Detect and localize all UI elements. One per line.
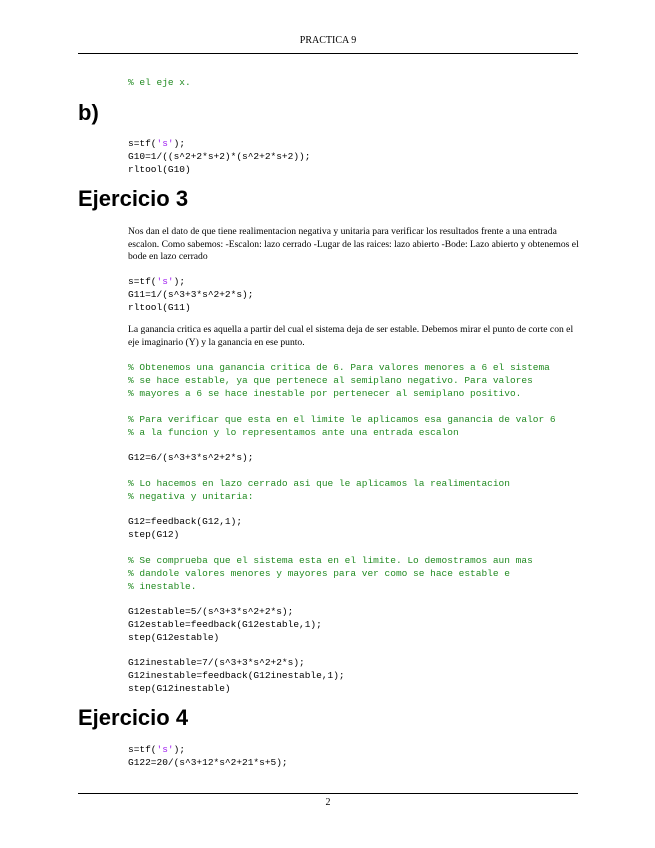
code-text: );: [173, 276, 186, 287]
code-comment: % Obtenemos una ganancia critica de 6. Para valores menores a 6 el sistema % se hace estable, ya que pertenece al semiplano negativo. Para valores % mayores a 6 se hace inestable por pertenecer al semiplano positivo.: [128, 362, 550, 399]
code-block-feedback: G12=feedback(G12,1); step(G12): [128, 516, 243, 540]
code-block-g122: [128, 744, 288, 770]
code-line: [128, 744, 288, 757]
code-line: [128, 138, 310, 151]
paragraph: La ganancia critica es aquella a partir del cual el sistema deja de ser estable. Debemos mirar el punto de corte con el eje imaginario (Y) y la ganancia en ese punto.: [128, 324, 574, 348]
page-header-title: PRACTICA 9: [299, 35, 357, 46]
code-comment: % el eje x.: [128, 77, 191, 88]
code-block-g11: [128, 276, 253, 314]
footer-rule: [78, 793, 578, 794]
header-rule: [78, 53, 578, 54]
code-comment: % Lo hacemos en lazo cerrado asi que le aplicamos la realimentacion % negativa y unitaria:: [128, 478, 510, 502]
code-string: 's': [156, 744, 174, 755]
paragraph: Nos dan el dato de que tiene realimentacion negativa y unitaria para verificar los resultados frente a una entrada escalon. Como sabemos: -Escalon: lazo cerrado -Lugar de las raices: lazo abierto -Bode: Lazo abierto y obtenemos el bode en lazo cerrado: [128, 226, 579, 263]
code-string: 's': [156, 276, 174, 287]
code-block-b: [128, 138, 310, 176]
code-comment: % Para verificar que esta en el limite le aplicamos esa ganancia de valor 6 % a la funcion y lo representamos ante una entrada escalon: [128, 414, 556, 438]
page-number: 2: [325, 797, 331, 808]
code-line: [128, 276, 253, 289]
code-comment: % Se comprueba que el sistema esta en el limite. Lo demostramos aun mas % dandole valores menores y mayores para ver como se hace estable e % inestable.: [128, 555, 533, 592]
code-text: s=tf(: [128, 138, 157, 149]
code-block-inestable: G12inestable=7/(s^3+3*s^2+2*s); G12inestable=feedback(G12inestable,1); step(G12inestable): [128, 657, 345, 694]
code-line: G11=1/(s^3+3*s^2+2*s);: [128, 288, 254, 300]
code-text: );: [173, 744, 186, 755]
code-text: s=tf(: [128, 744, 157, 755]
section-heading-ejercicio-4: Ejercicio 4: [78, 705, 189, 730]
code-line: G10=1/((s^2+2*s+2)*(s^2+2*s+2));: [128, 150, 311, 162]
section-heading-ejercicio-3: Ejercicio 3: [78, 186, 189, 211]
code-line: rltool(G11): [128, 301, 191, 313]
code-line: rltool(G10): [128, 163, 191, 175]
code-line: G122=20/(s^3+12*s^2+21*s+5);: [128, 756, 288, 768]
code-string: 's': [156, 138, 174, 149]
code-line: G12=6/(s^3+3*s^2+2*s);: [128, 452, 254, 463]
code-text: );: [173, 138, 186, 149]
section-heading-b: b): [78, 100, 99, 125]
code-text: s=tf(: [128, 276, 157, 287]
code-block-estable: G12estable=5/(s^3+3*s^2+2*s); G12estable=feedback(G12estable,1); step(G12estable): [128, 606, 322, 643]
